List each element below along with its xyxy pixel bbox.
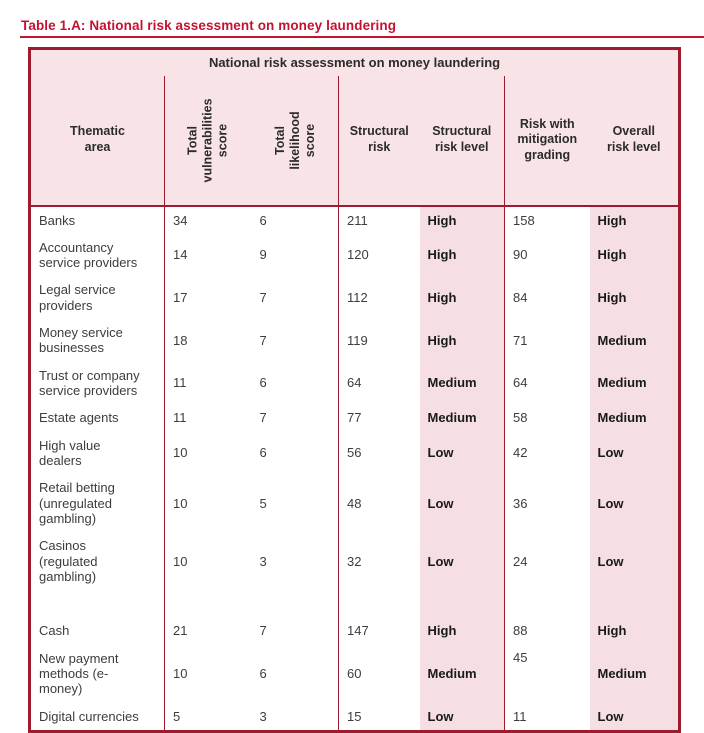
cell-risk-with-mitigation-grading: 42: [505, 432, 590, 475]
cell-overall-risk-level: High: [590, 206, 680, 234]
table-row: [30, 432, 680, 475]
cell-total-vulnerabilities-score: 10: [165, 432, 252, 475]
cell-thematic-area: Banks: [30, 206, 165, 234]
cell-thematic-area: Accountancy service providers: [30, 234, 165, 277]
table-row: [30, 206, 680, 234]
cell-total-likelihood-score: 7: [252, 404, 339, 431]
table-caption: National risk assessment on money laundering: [30, 49, 680, 76]
cell-overall-risk-level: Medium: [590, 404, 680, 431]
cell-thematic-area: Cash: [30, 617, 165, 644]
column-header-structural-risk-level: [420, 76, 505, 206]
cell-thematic-area: Estate agents: [30, 404, 165, 431]
cell-structural-risk-level: High: [420, 319, 505, 362]
table-header: [30, 49, 680, 206]
table-row: [30, 703, 680, 732]
rotated-header-wrap: [173, 77, 244, 203]
cell-structural-risk: 60: [339, 645, 420, 703]
cell-risk-with-mitigation-grading: 36: [505, 474, 590, 532]
cell-risk-with-mitigation-grading: 11: [505, 703, 590, 732]
cell-structural-risk-level: Medium: [420, 404, 505, 431]
cell-total-likelihood-score: 3: [252, 532, 339, 590]
document-page: [0, 18, 704, 729]
table-row: [30, 234, 680, 277]
cell-total-likelihood-score: 7: [252, 276, 339, 319]
column-header-label: Structural risk level: [432, 124, 492, 154]
cell-total-vulnerabilities-score: 34: [165, 206, 252, 234]
risk-table: [28, 47, 681, 733]
cell-structural-risk: 56: [339, 432, 420, 475]
table-row: [30, 276, 680, 319]
cell-thematic-area: [30, 590, 165, 617]
cell-structural-risk-level: High: [420, 234, 505, 277]
table-row: [30, 645, 680, 703]
column-header-overall-risk-level: [590, 76, 680, 206]
cell-total-likelihood-score: 6: [252, 362, 339, 405]
column-header-total-vulnerabilities-score: [165, 76, 252, 206]
column-header-structural-risk: [339, 76, 420, 206]
cell-structural-risk-level: Medium: [420, 645, 505, 703]
cell-structural-risk: 211: [339, 206, 420, 234]
cell-risk-with-mitigation-grading: 84: [505, 276, 590, 319]
cell-risk-with-mitigation-grading: 58: [505, 404, 590, 431]
cell-risk-with-mitigation-grading: 24: [505, 532, 590, 590]
cell-risk-with-mitigation-grading: [505, 590, 590, 617]
cell-total-likelihood-score: 6: [252, 206, 339, 234]
cell-total-vulnerabilities-score: 5: [165, 703, 252, 732]
cell-thematic-area: Retail betting (unregulated gambling): [30, 474, 165, 532]
cell-total-vulnerabilities-score: 21: [165, 617, 252, 644]
cell-structural-risk: 77: [339, 404, 420, 431]
title-underline: [20, 36, 704, 38]
cell-total-vulnerabilities-score: 14: [165, 234, 252, 277]
cell-structural-risk-level: High: [420, 276, 505, 319]
cell-overall-risk-level: Medium: [590, 645, 680, 703]
column-header-risk-with-mitigation-grading: [505, 76, 590, 206]
cell-structural-risk: 32: [339, 532, 420, 590]
cell-structural-risk: 112: [339, 276, 420, 319]
cell-total-likelihood-score: 6: [252, 432, 339, 475]
page-title: Table 1.A: National risk assessment on money laundering: [21, 18, 397, 33]
cell-overall-risk-level: Low: [590, 432, 680, 475]
cell-structural-risk-level: Low: [420, 703, 505, 732]
cell-thematic-area: Trust or company service providers: [30, 362, 165, 405]
table-row: [30, 404, 680, 431]
cell-structural-risk-level: [420, 590, 505, 617]
cell-total-vulnerabilities-score: 11: [165, 404, 252, 431]
cell-total-likelihood-score: [252, 590, 339, 617]
table-body: [30, 206, 680, 732]
cell-total-vulnerabilities-score: 10: [165, 532, 252, 590]
cell-overall-risk-level: [590, 590, 680, 617]
table-row: [30, 319, 680, 362]
cell-overall-risk-level: Low: [590, 703, 680, 732]
cell-overall-risk-level: Medium: [590, 362, 680, 405]
cell-structural-risk-level: Low: [420, 432, 505, 475]
caption-row: [30, 49, 680, 76]
cell-structural-risk: 119: [339, 319, 420, 362]
cell-risk-with-mitigation-grading: 45: [505, 645, 590, 703]
cell-thematic-area: New payment methods (e-money): [30, 645, 165, 703]
cell-risk-with-mitigation-grading: 90: [505, 234, 590, 277]
cell-structural-risk-level: High: [420, 617, 505, 644]
column-header-label: Total vulnerabilities score: [185, 97, 230, 182]
cell-thematic-area: Casinos (regulated gambling): [30, 532, 165, 590]
cell-overall-risk-level: High: [590, 617, 680, 644]
column-header-label: Structural risk: [349, 124, 409, 154]
cell-overall-risk-level: High: [590, 276, 680, 319]
rotated-header-wrap: [260, 77, 331, 203]
cell-total-vulnerabilities-score: 10: [165, 645, 252, 703]
cell-overall-risk-level: Medium: [590, 319, 680, 362]
cell-total-likelihood-score: 5: [252, 474, 339, 532]
column-header-total-likelihood-score: [252, 76, 339, 206]
column-header-label: Thematic area: [70, 124, 125, 154]
cell-overall-risk-level: Low: [590, 532, 680, 590]
cell-structural-risk: 48: [339, 474, 420, 532]
table-row: [30, 532, 680, 590]
cell-total-vulnerabilities-score: 11: [165, 362, 252, 405]
cell-total-vulnerabilities-score: 10: [165, 474, 252, 532]
cell-risk-with-mitigation-grading: 64: [505, 362, 590, 405]
cell-overall-risk-level: Low: [590, 474, 680, 532]
cell-thematic-area: Digital currencies: [30, 703, 165, 732]
spacer-row: [30, 590, 680, 617]
cell-total-likelihood-score: 9: [252, 234, 339, 277]
cell-structural-risk: 120: [339, 234, 420, 277]
cell-structural-risk-level: Low: [420, 474, 505, 532]
column-header-label: Risk with mitigation grading: [517, 116, 578, 162]
column-header-label: Total likelihood score: [272, 110, 317, 170]
cell-structural-risk-level: High: [420, 206, 505, 234]
cell-risk-with-mitigation-grading: 158: [505, 206, 590, 234]
table-row: [30, 474, 680, 532]
cell-risk-with-mitigation-grading: 71: [505, 319, 590, 362]
cell-structural-risk: 15: [339, 703, 420, 732]
cell-risk-with-mitigation-grading: 88: [505, 617, 590, 644]
header-row: [30, 76, 680, 206]
cell-structural-risk-level: Medium: [420, 362, 505, 405]
cell-total-vulnerabilities-score: 17: [165, 276, 252, 319]
column-header-label: Overall risk level: [607, 124, 661, 154]
cell-structural-risk: 147: [339, 617, 420, 644]
table-row: [30, 617, 680, 644]
cell-total-likelihood-score: 7: [252, 617, 339, 644]
cell-thematic-area: High value dealers: [30, 432, 165, 475]
cell-total-likelihood-score: 7: [252, 319, 339, 362]
cell-total-vulnerabilities-score: [165, 590, 252, 617]
column-header-thematic-area: [30, 76, 165, 206]
cell-total-vulnerabilities-score: 18: [165, 319, 252, 362]
cell-total-likelihood-score: 6: [252, 645, 339, 703]
cell-thematic-area: Legal service providers: [30, 276, 165, 319]
cell-overall-risk-level: High: [590, 234, 680, 277]
cell-structural-risk-level: Low: [420, 532, 505, 590]
cell-structural-risk: [339, 590, 420, 617]
cell-structural-risk: 64: [339, 362, 420, 405]
cell-thematic-area: Money service businesses: [30, 319, 165, 362]
cell-total-likelihood-score: 3: [252, 703, 339, 732]
table-row: [30, 362, 680, 405]
